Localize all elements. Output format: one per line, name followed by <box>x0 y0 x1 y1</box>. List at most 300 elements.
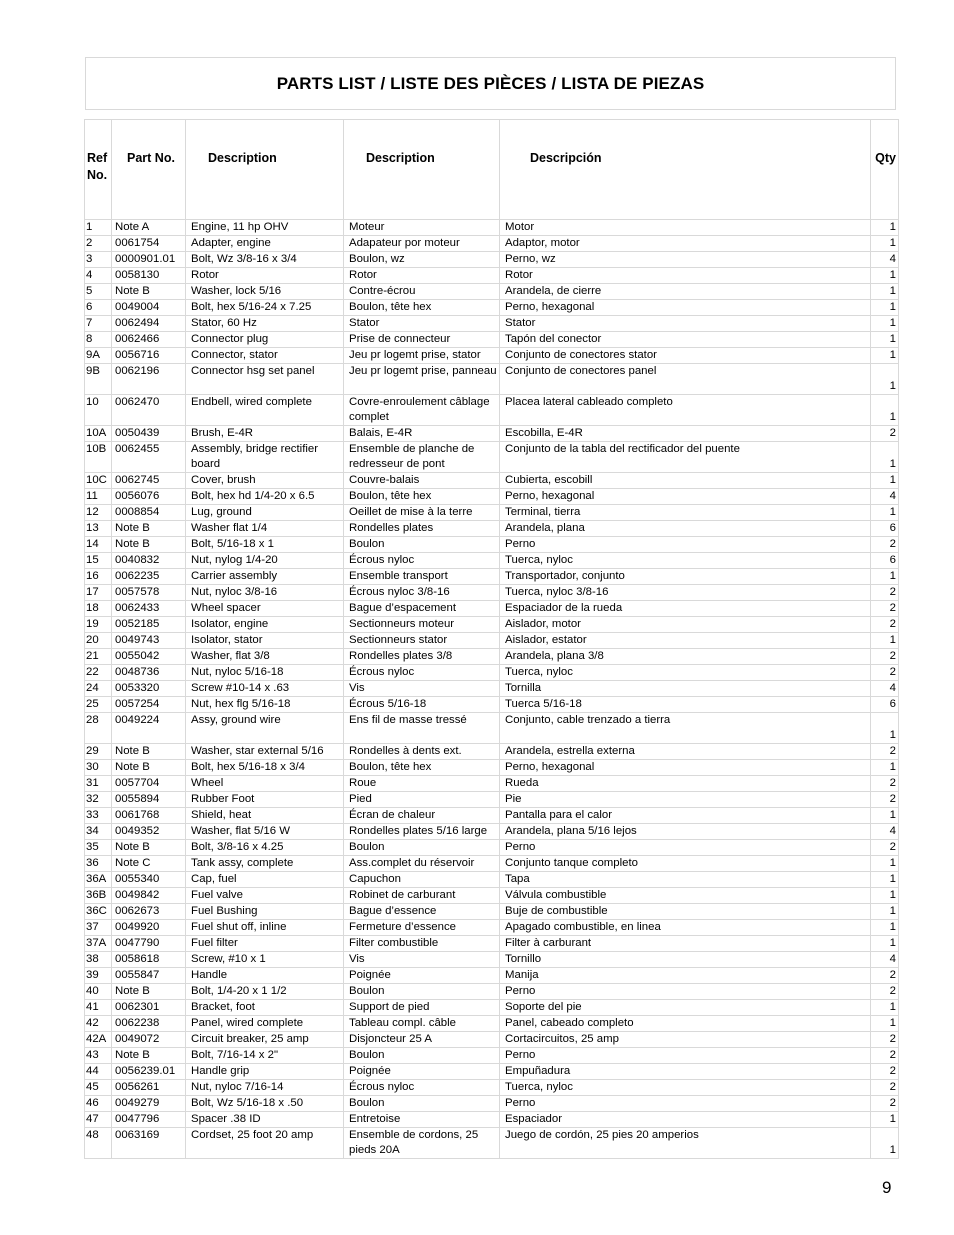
description-en-cell: Cap, fuel <box>186 871 344 887</box>
part-ref-cell: 10A <box>85 425 112 441</box>
description-fr-cell: Boulon <box>344 839 500 855</box>
description-es-cell: Perno <box>500 1095 871 1111</box>
part-number-cell: 0049920 <box>112 919 186 935</box>
description-en-cell: Connector hsg set panel <box>186 363 344 394</box>
description-fr-cell: Robinet de carburant <box>344 887 500 903</box>
description-en-cell: Assembly, bridge rectifier board <box>186 441 344 472</box>
description-es-cell: Conjunto tanque completo <box>500 855 871 871</box>
part-ref-cell: 46 <box>85 1095 112 1111</box>
part-number-cell: 0049224 <box>112 712 186 743</box>
quantity-cell: 1 <box>871 871 899 887</box>
part-number-cell: 0055042 <box>112 648 186 664</box>
part-ref-cell: 37A <box>85 935 112 951</box>
description-fr-cell: Tableau compl. câble <box>344 1015 500 1031</box>
part-ref-cell: 36A <box>85 871 112 887</box>
part-ref-cell: 6 <box>85 299 112 315</box>
quantity-cell: 6 <box>871 520 899 536</box>
description-en-cell: Rubber Foot <box>186 791 344 807</box>
part-number-cell: 0062494 <box>112 315 186 331</box>
description-en-cell: Shield, heat <box>186 807 344 823</box>
part-number-cell: 0055894 <box>112 791 186 807</box>
description-fr-cell: Bague d’essence <box>344 903 500 919</box>
description-es-cell: Conjunto, cable trenzado a tierra <box>500 712 871 743</box>
description-en-cell: Bolt, hex 5/16-24 x 7.25 <box>186 299 344 315</box>
table-row <box>85 951 899 967</box>
description-en-cell: Nut, hex flg 5/16-18 <box>186 696 344 712</box>
part-number-cell: 0048736 <box>112 664 186 680</box>
part-ref-cell: 9A <box>85 347 112 363</box>
description-es-cell: Perno, hexagonal <box>500 759 871 775</box>
part-ref-cell: 14 <box>85 536 112 552</box>
table-row <box>85 887 899 903</box>
table-row <box>85 903 899 919</box>
description-es-cell: Pantalla para el calor <box>500 807 871 823</box>
table-row <box>85 871 899 887</box>
table-row <box>85 536 899 552</box>
quantity-cell: 4 <box>871 680 899 696</box>
part-ref-cell: 44 <box>85 1063 112 1079</box>
part-ref-cell: 47 <box>85 1111 112 1127</box>
header-description-fr: Description <box>344 120 500 213</box>
description-en-cell: Adapter, engine <box>186 235 344 251</box>
part-ref-cell: 19 <box>85 616 112 632</box>
part-ref-cell: 36B <box>85 887 112 903</box>
description-fr-cell: Ass.complet du réservoir <box>344 855 500 871</box>
description-es-cell: Transportador, conjunto <box>500 568 871 584</box>
part-number-cell: 0056261 <box>112 1079 186 1095</box>
description-es-cell: Manija <box>500 967 871 983</box>
part-ref-cell: 20 <box>85 632 112 648</box>
part-number-cell: 0062455 <box>112 441 186 472</box>
quantity-cell: 2 <box>871 967 899 983</box>
description-fr-cell: Jeu pr logemt prise, stator <box>344 347 500 363</box>
description-en-cell: Nut, nyloc 7/16-14 <box>186 1079 344 1095</box>
description-en-cell: Bolt, 3/8-16 x 4.25 <box>186 839 344 855</box>
part-ref-cell: 10 <box>85 394 112 425</box>
quantity-cell: 2 <box>871 839 899 855</box>
part-ref-cell: 9B <box>85 363 112 394</box>
description-fr-cell: Vis <box>344 680 500 696</box>
quantity-cell: 1 <box>871 299 899 315</box>
description-fr-cell: Rotor <box>344 267 500 283</box>
part-ref-cell: 36C <box>85 903 112 919</box>
table-row <box>85 712 899 743</box>
description-en-cell: Wheel spacer <box>186 600 344 616</box>
description-en-cell: Handle <box>186 967 344 983</box>
description-fr-cell: Ensemble transport <box>344 568 500 584</box>
quantity-cell: 4 <box>871 488 899 504</box>
table-row <box>85 1095 899 1111</box>
description-fr-cell: Boulon <box>344 1095 500 1111</box>
table-row <box>85 315 899 331</box>
description-fr-cell: Boulon, wz <box>344 251 500 267</box>
parts-table-body <box>85 213 899 1159</box>
description-en-cell: Screw, #10 x 1 <box>186 951 344 967</box>
quantity-cell: 2 <box>871 775 899 791</box>
description-fr-cell: Bague d’espacement <box>344 600 500 616</box>
description-es-cell: Válvula combustible <box>500 887 871 903</box>
part-number-cell: Note B <box>112 759 186 775</box>
part-number-cell: Note C <box>112 855 186 871</box>
description-es-cell: Cubierta, escobill <box>500 472 871 488</box>
description-fr-cell: Boulon <box>344 1047 500 1063</box>
quantity-cell: 1 <box>871 807 899 823</box>
description-fr-cell: Entretoise <box>344 1111 500 1127</box>
table-row <box>85 743 899 759</box>
description-en-cell: Circuit breaker, 25 amp <box>186 1031 344 1047</box>
part-number-cell: 0050439 <box>112 425 186 441</box>
part-number-cell: 0061768 <box>112 807 186 823</box>
quantity-cell: 1 <box>871 441 899 472</box>
part-number-cell: 0062433 <box>112 600 186 616</box>
description-en-cell: Carrier assembly <box>186 568 344 584</box>
description-es-cell: Arandela, plana 3/8 <box>500 648 871 664</box>
part-ref-cell: 28 <box>85 712 112 743</box>
description-es-cell: Terminal, tierra <box>500 504 871 520</box>
quantity-cell: 1 <box>871 887 899 903</box>
table-row <box>85 616 899 632</box>
description-en-cell: Isolator, engine <box>186 616 344 632</box>
description-es-cell: Perno, hexagonal <box>500 488 871 504</box>
part-number-cell: Note B <box>112 283 186 299</box>
part-ref-cell: 13 <box>85 520 112 536</box>
description-en-cell: Bolt, Wz 5/16-18 x .50 <box>186 1095 344 1111</box>
table-row <box>85 568 899 584</box>
quantity-cell: 1 <box>871 347 899 363</box>
description-fr-cell: Boulon <box>344 983 500 999</box>
part-ref-cell: 15 <box>85 552 112 568</box>
description-es-cell: Conjunto de conectores stator <box>500 347 871 363</box>
description-es-cell: Conjunto de conectores panel <box>500 363 871 394</box>
description-fr-cell: Écrous nyloc <box>344 664 500 680</box>
description-en-cell: Panel, wired complete <box>186 1015 344 1031</box>
table-row <box>85 283 899 299</box>
part-number-cell: 0062301 <box>112 999 186 1015</box>
part-number-cell: 0055340 <box>112 871 186 887</box>
description-es-cell: Aislador, motor <box>500 616 871 632</box>
description-en-cell: Engine, 11 hp OHV <box>186 219 344 235</box>
description-en-cell: Isolator, stator <box>186 632 344 648</box>
table-row <box>85 855 899 871</box>
description-fr-cell: Roue <box>344 775 500 791</box>
description-en-cell: Bolt, Wz 3/8-16 x 3/4 <box>186 251 344 267</box>
table-row <box>85 935 899 951</box>
table-row <box>85 1079 899 1095</box>
table-row <box>85 648 899 664</box>
description-fr-cell: Sectionneurs stator <box>344 632 500 648</box>
description-es-cell: Tapa <box>500 871 871 887</box>
table-row <box>85 267 899 283</box>
description-es-cell: Espaciador de la rueda <box>500 600 871 616</box>
part-ref-cell: 36 <box>85 855 112 871</box>
description-es-cell: Empuñadura <box>500 1063 871 1079</box>
quantity-cell: 4 <box>871 251 899 267</box>
quantity-cell: 1 <box>871 472 899 488</box>
description-es-cell: Rotor <box>500 267 871 283</box>
description-fr-cell: Filter combustible <box>344 935 500 951</box>
table-row <box>85 967 899 983</box>
header-qty: Qty <box>871 120 899 213</box>
part-number-cell: 0062470 <box>112 394 186 425</box>
description-es-cell: Juego de cordón, 25 pies 20 amperios <box>500 1127 871 1158</box>
description-es-cell: Perno, wz <box>500 251 871 267</box>
table-row <box>85 363 899 394</box>
description-es-cell: Tornilla <box>500 680 871 696</box>
part-ref-cell: 41 <box>85 999 112 1015</box>
description-fr-cell: Capuchon <box>344 871 500 887</box>
part-number-cell: Note B <box>112 743 186 759</box>
description-es-cell: Adaptor, motor <box>500 235 871 251</box>
table-row <box>85 775 899 791</box>
part-ref-cell: 18 <box>85 600 112 616</box>
part-number-cell: 0056239.01 <box>112 1063 186 1079</box>
description-es-cell: Filter à carburant <box>500 935 871 951</box>
part-ref-cell: 3 <box>85 251 112 267</box>
part-ref-cell: 39 <box>85 967 112 983</box>
part-ref-cell: 42 <box>85 1015 112 1031</box>
description-es-cell: Arandela, plana 5/16 lejos <box>500 823 871 839</box>
quantity-cell: 1 <box>871 283 899 299</box>
page-number: 9 <box>882 1178 892 1197</box>
part-ref-cell: 25 <box>85 696 112 712</box>
table-row <box>85 488 899 504</box>
part-number-cell: 0055847 <box>112 967 186 983</box>
part-number-cell: 0000901.01 <box>112 251 186 267</box>
description-fr-cell: Rondelles à dents ext. <box>344 743 500 759</box>
description-fr-cell: Écrous nyloc <box>344 1079 500 1095</box>
quantity-cell: 1 <box>871 394 899 425</box>
description-es-cell: Arandela, de cierre <box>500 283 871 299</box>
quantity-cell: 1 <box>871 712 899 743</box>
quantity-cell: 2 <box>871 1079 899 1095</box>
description-en-cell: Endbell, wired complete <box>186 394 344 425</box>
description-es-cell: Soporte del pie <box>500 999 871 1015</box>
description-es-cell: Arandela, estrella externa <box>500 743 871 759</box>
description-fr-cell: Écrous nyloc 3/8-16 <box>344 584 500 600</box>
part-number-cell: 0047790 <box>112 935 186 951</box>
part-number-cell: 0057704 <box>112 775 186 791</box>
quantity-cell: 4 <box>871 951 899 967</box>
table-row <box>85 1111 899 1127</box>
description-en-cell: Screw #10-14 x .63 <box>186 680 344 696</box>
description-es-cell: Espaciador <box>500 1111 871 1127</box>
part-ref-cell: 38 <box>85 951 112 967</box>
description-en-cell: Washer, flat 3/8 <box>186 648 344 664</box>
quantity-cell: 2 <box>871 648 899 664</box>
description-fr-cell: Vis <box>344 951 500 967</box>
header-description-en: Description <box>186 120 344 213</box>
quantity-cell: 1 <box>871 855 899 871</box>
description-en-cell: Nut, nyloc 5/16-18 <box>186 664 344 680</box>
table-row <box>85 441 899 472</box>
description-es-cell: Escobilla, E-4R <box>500 425 871 441</box>
description-fr-cell: Stator <box>344 315 500 331</box>
description-es-cell: Apagado combustible, en linea <box>500 919 871 935</box>
table-row <box>85 1047 899 1063</box>
description-en-cell: Washer, flat 5/16 W <box>186 823 344 839</box>
part-number-cell: 0062466 <box>112 331 186 347</box>
part-number-cell: 0057254 <box>112 696 186 712</box>
description-es-cell: Tuerca 5/16-18 <box>500 696 871 712</box>
table-row <box>85 664 899 680</box>
description-es-cell: Panel, cabeado completo <box>500 1015 871 1031</box>
part-ref-cell: 30 <box>85 759 112 775</box>
part-number-cell: 0062673 <box>112 903 186 919</box>
quantity-cell: 1 <box>871 999 899 1015</box>
table-row <box>85 696 899 712</box>
description-en-cell: Fuel valve <box>186 887 344 903</box>
description-fr-cell: Boulon <box>344 536 500 552</box>
quantity-cell: 2 <box>871 600 899 616</box>
part-number-cell: 0056076 <box>112 488 186 504</box>
description-fr-cell: Rondelles plates 3/8 <box>344 648 500 664</box>
quantity-cell: 1 <box>871 504 899 520</box>
quantity-cell: 2 <box>871 1095 899 1111</box>
description-es-cell: Perno <box>500 839 871 855</box>
description-es-cell: Conjunto de la tabla del rectificador del puente <box>500 441 871 472</box>
description-en-cell: Rotor <box>186 267 344 283</box>
quantity-cell: 2 <box>871 664 899 680</box>
part-ref-cell: 35 <box>85 839 112 855</box>
table-header-row <box>85 120 899 213</box>
part-number-cell: 0057578 <box>112 584 186 600</box>
table-row <box>85 472 899 488</box>
description-es-cell: Placea lateral cableado completo <box>500 394 871 425</box>
quantity-cell: 1 <box>871 1015 899 1031</box>
part-ref-cell: 32 <box>85 791 112 807</box>
description-es-cell: Tuerca, nyloc <box>500 552 871 568</box>
description-fr-cell: Covre-enroulement câblage complet <box>344 394 500 425</box>
description-fr-cell: Rondelles plates <box>344 520 500 536</box>
quantity-cell: 1 <box>871 632 899 648</box>
table-row <box>85 394 899 425</box>
quantity-cell: 6 <box>871 552 899 568</box>
table-row <box>85 823 899 839</box>
part-number-cell: 0056716 <box>112 347 186 363</box>
description-fr-cell: Poignée <box>344 967 500 983</box>
table-row <box>85 983 899 999</box>
part-number-cell: 0008854 <box>112 504 186 520</box>
quantity-cell: 1 <box>871 331 899 347</box>
part-ref-cell: 48 <box>85 1127 112 1158</box>
description-fr-cell: Pied <box>344 791 500 807</box>
description-en-cell: Bolt, 5/16-18 x 1 <box>186 536 344 552</box>
part-number-cell: 0049072 <box>112 1031 186 1047</box>
description-fr-cell: Oeillet de mise à la terre <box>344 504 500 520</box>
part-ref-cell: 42A <box>85 1031 112 1047</box>
description-es-cell: Perno <box>500 536 871 552</box>
description-fr-cell: Écrous 5/16-18 <box>344 696 500 712</box>
quantity-cell: 4 <box>871 823 899 839</box>
description-fr-cell: Contre-écrou <box>344 283 500 299</box>
description-fr-cell: Adapateur por moteur <box>344 235 500 251</box>
table-row <box>85 759 899 775</box>
description-es-cell: Perno, hexagonal <box>500 299 871 315</box>
part-ref-cell: 16 <box>85 568 112 584</box>
quantity-cell: 1 <box>871 363 899 394</box>
part-number-cell: 0049279 <box>112 1095 186 1111</box>
description-en-cell: Spacer .38 ID <box>186 1111 344 1127</box>
title-box <box>85 57 896 110</box>
description-fr-cell: Ensemble de planche de redresseur de pont <box>344 441 500 472</box>
description-en-cell: Assy, ground wire <box>186 712 344 743</box>
part-ref-cell: 7 <box>85 315 112 331</box>
table-row <box>85 504 899 520</box>
table-row <box>85 299 899 315</box>
description-es-cell: Tuerca, nyloc <box>500 1079 871 1095</box>
part-number-cell: 0058618 <box>112 951 186 967</box>
description-en-cell: Fuel shut off, inline <box>186 919 344 935</box>
part-number-cell: 0063169 <box>112 1127 186 1158</box>
quantity-cell: 2 <box>871 743 899 759</box>
quantity-cell: 1 <box>871 1127 899 1158</box>
parts-table <box>84 119 899 1159</box>
part-ref-cell: 37 <box>85 919 112 935</box>
part-ref-cell: 29 <box>85 743 112 759</box>
part-number-cell: 0062745 <box>112 472 186 488</box>
header-ref: Ref No. <box>85 120 112 213</box>
table-row <box>85 552 899 568</box>
table-row <box>85 520 899 536</box>
description-es-cell: Tapón del conector <box>500 331 871 347</box>
part-ref-cell: 31 <box>85 775 112 791</box>
quantity-cell: 2 <box>871 983 899 999</box>
part-ref-cell: 22 <box>85 664 112 680</box>
description-en-cell: Bolt, hex 5/16-18 x 3/4 <box>186 759 344 775</box>
part-ref-cell: 11 <box>85 488 112 504</box>
part-number-cell: Note A <box>112 219 186 235</box>
table-row <box>85 425 899 441</box>
description-fr-cell: Écrous nyloc <box>344 552 500 568</box>
part-number-cell: Note B <box>112 520 186 536</box>
description-en-cell: Handle grip <box>186 1063 344 1079</box>
part-ref-cell: 4 <box>85 267 112 283</box>
part-ref-cell: 1 <box>85 219 112 235</box>
quantity-cell: 1 <box>871 219 899 235</box>
description-en-cell: Tank assy, complete <box>186 855 344 871</box>
description-fr-cell: Disjoncteur 25 A <box>344 1031 500 1047</box>
quantity-cell: 1 <box>871 919 899 935</box>
part-ref-cell: 12 <box>85 504 112 520</box>
table-row <box>85 632 899 648</box>
description-fr-cell: Écran de chaleur <box>344 807 500 823</box>
part-number-cell: Note B <box>112 536 186 552</box>
description-en-cell: Bracket, foot <box>186 999 344 1015</box>
description-fr-cell: Jeu pr logemt prise, panneau <box>344 363 500 394</box>
part-ref-cell: 10C <box>85 472 112 488</box>
quantity-cell: 2 <box>871 584 899 600</box>
table-row <box>85 251 899 267</box>
quantity-cell: 1 <box>871 903 899 919</box>
part-number-cell: 0062196 <box>112 363 186 394</box>
part-number-cell: 0049842 <box>112 887 186 903</box>
quantity-cell: 2 <box>871 1063 899 1079</box>
description-es-cell: Perno <box>500 983 871 999</box>
quantity-cell: 1 <box>871 315 899 331</box>
part-ref-cell: 33 <box>85 807 112 823</box>
table-row <box>85 235 899 251</box>
description-en-cell: Cordset, 25 foot 20 amp <box>186 1127 344 1158</box>
table-row <box>85 219 899 235</box>
quantity-cell: 2 <box>871 536 899 552</box>
description-es-cell: Motor <box>500 219 871 235</box>
table-row <box>85 1063 899 1079</box>
description-es-cell: Tuerca, nyloc <box>500 664 871 680</box>
part-ref-cell: 24 <box>85 680 112 696</box>
description-en-cell: Washer, star external 5/16 <box>186 743 344 759</box>
header-description-es: Descripción <box>500 120 871 213</box>
description-es-cell: Pie <box>500 791 871 807</box>
